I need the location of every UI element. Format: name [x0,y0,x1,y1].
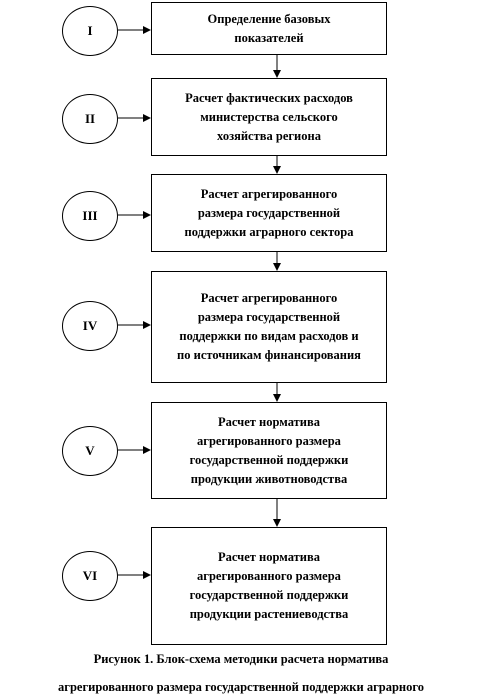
step-1-numeral-circle [62,6,118,56]
step-3-numeral-circle [62,191,118,241]
step-6-numeral-circle [62,551,118,601]
step-1-numeral: I [87,23,93,38]
step-4-numeral-circle [62,301,118,351]
step-2-numeral: II [84,111,96,126]
step-2-label: Расчет фактических расходов министерства сельского хозяйства региона [185,90,353,143]
step-2-box [151,78,387,156]
figure-caption-line-2: агрегированного размера государственной поддержки аграрного [58,680,424,694]
step-5-numeral: V [85,443,95,458]
step-5-box [151,402,387,499]
step-6-label: Расчет норматива агрегированного размера государственной поддержки продукции растениеводства [189,550,349,621]
step-2-numeral-circle [62,94,118,144]
step-3-box [151,174,387,252]
step-6-numeral: VI [82,568,98,583]
step-3-label: Расчет агрегированного размера государственной поддержки аграрного сектора [184,186,354,239]
step-6-box [151,527,387,645]
step-5-label: Расчет норматива агрегированного размера государственной поддержки продукции животноводства [189,414,349,486]
figure-caption-line-1: Рисунок 1. Блок-схема методики расчета норматива [93,652,389,666]
step-3-numeral: III [82,208,98,223]
horizontal-connectors [118,30,150,575]
step-5-numeral-circle [62,426,118,476]
step-1-box [151,2,387,55]
step-4-label: Расчет агрегированного размера государственной поддержки по видам расходов и по источникам финансирования [177,291,361,362]
step-1-label: Определение базовых показателей [207,11,331,45]
step-4-box [151,271,387,383]
step-4-numeral: IV [82,318,98,333]
